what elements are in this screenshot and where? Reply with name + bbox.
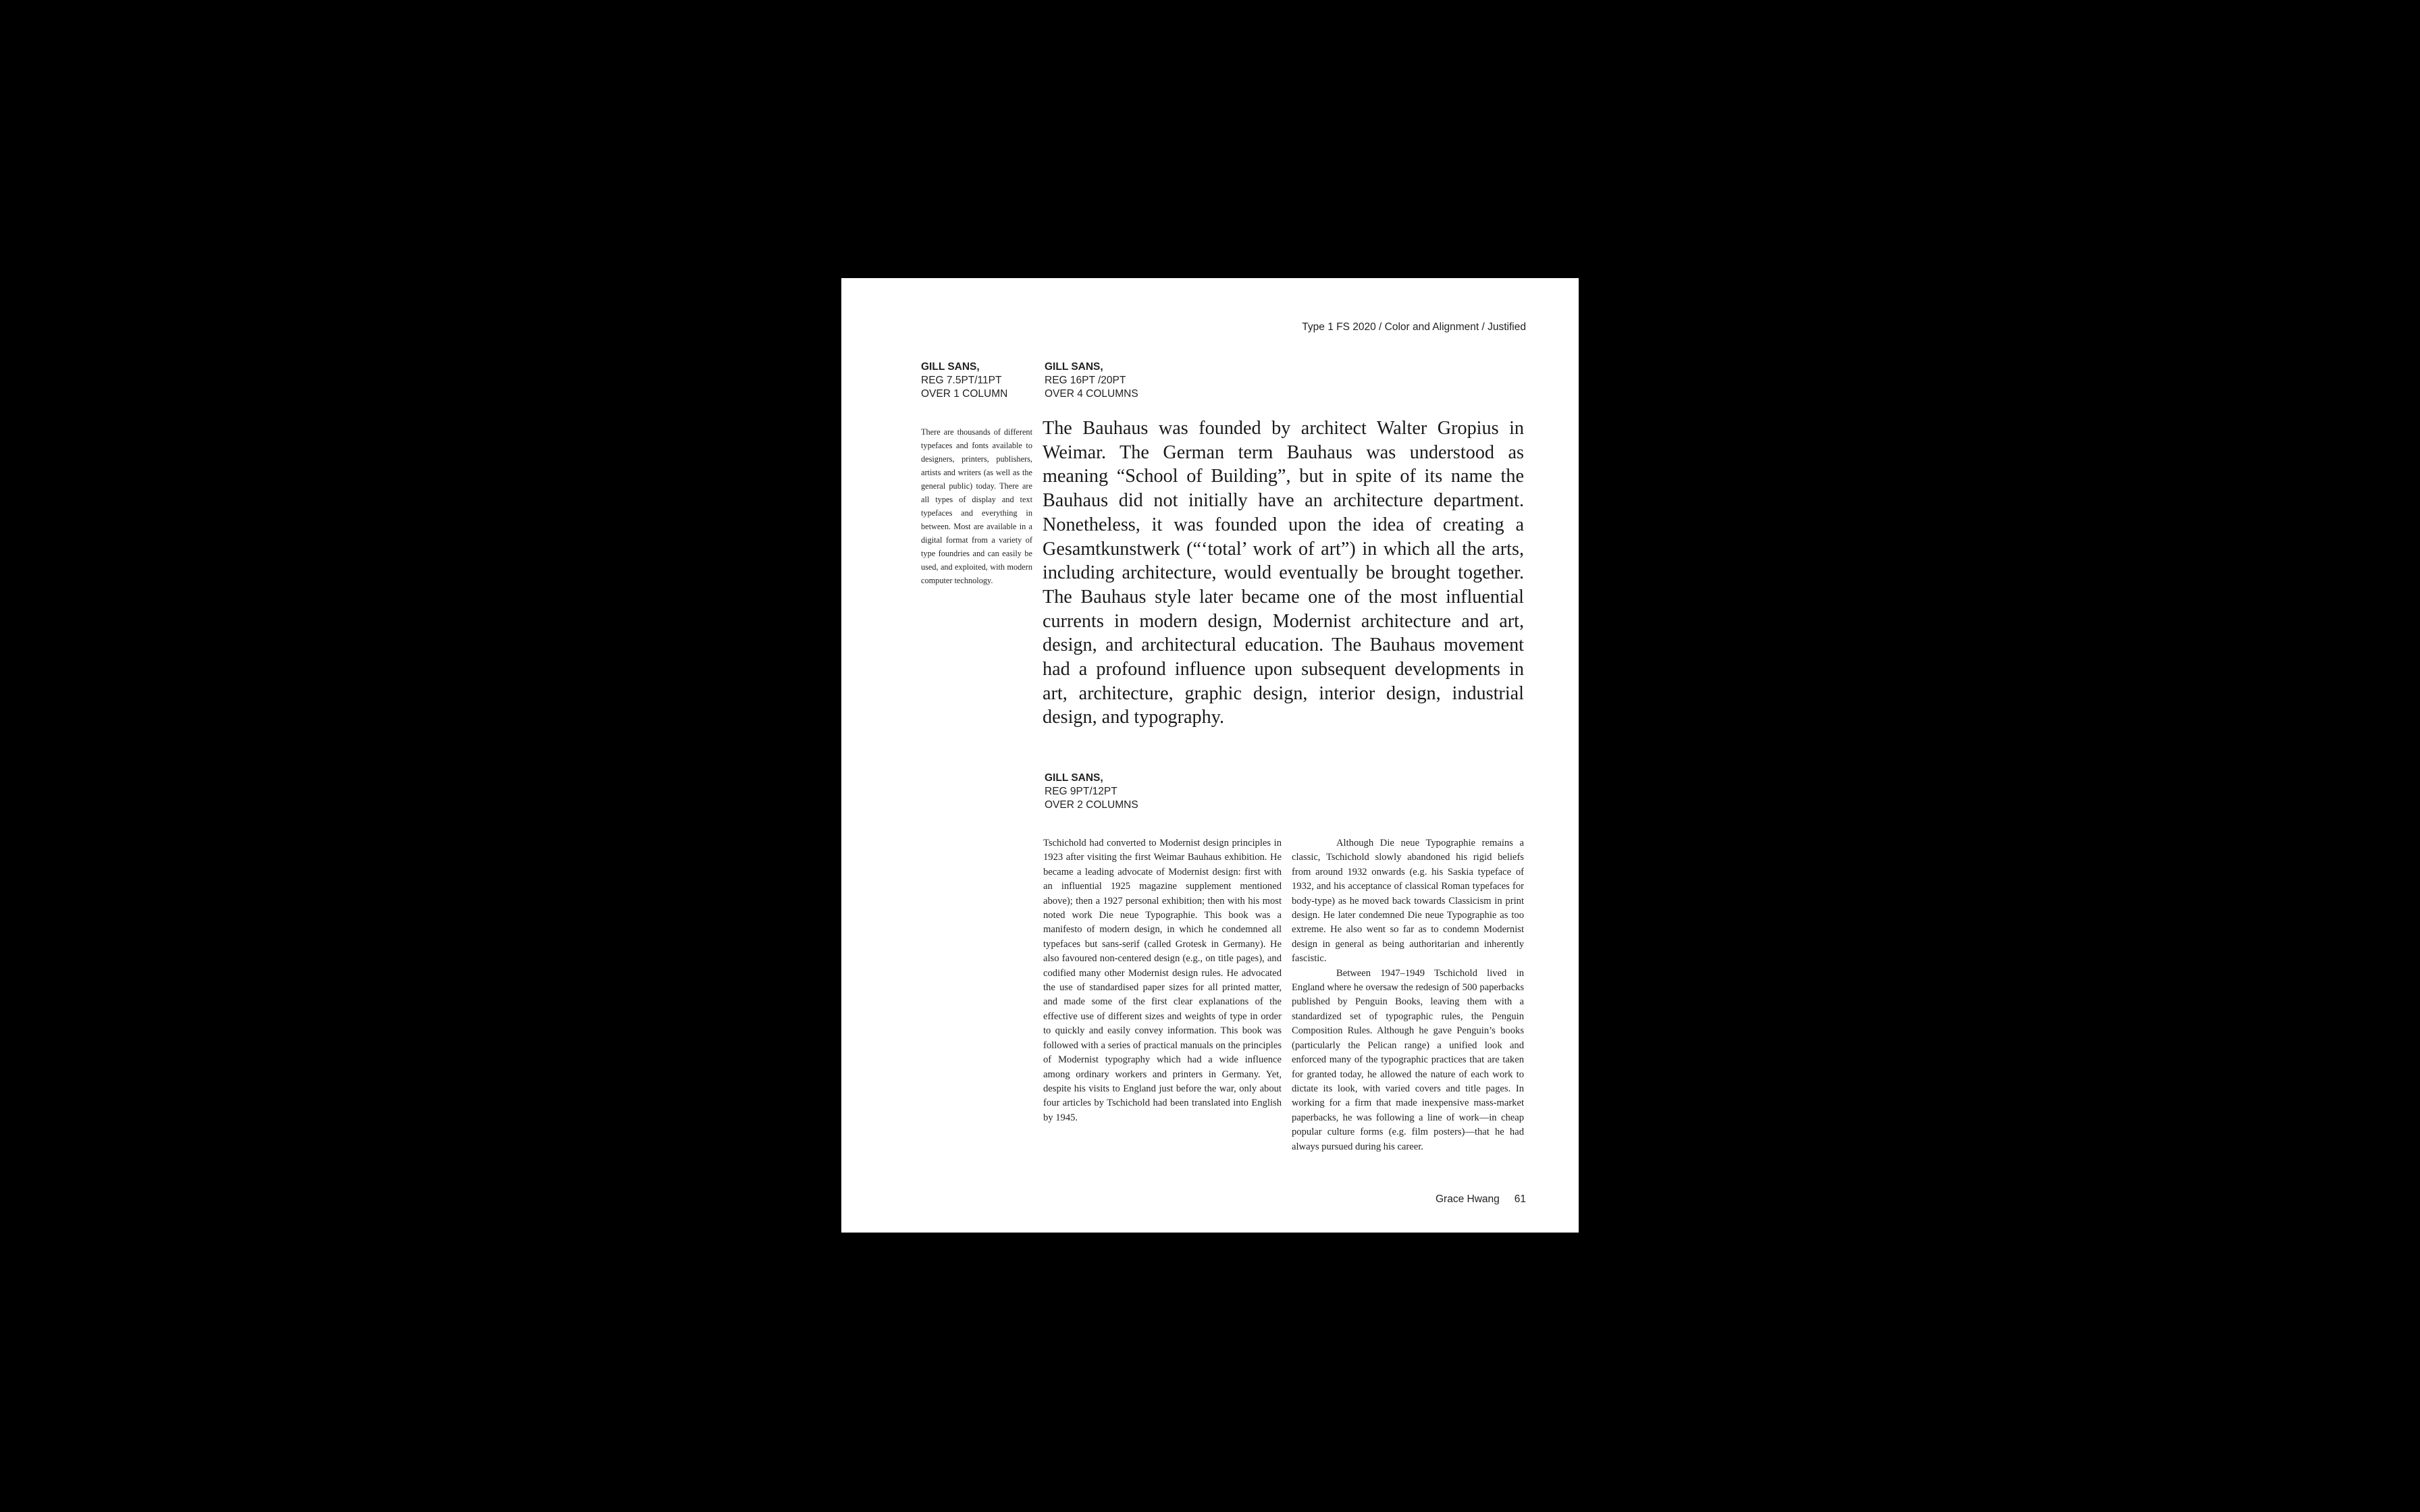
document-page bbox=[841, 278, 1579, 1233]
spec-font-size: REG 7.5PT/11PT bbox=[921, 375, 1002, 386]
spec-two-columns bbox=[1045, 772, 1138, 812]
folio bbox=[1436, 1193, 1526, 1206]
lead-text-four-columns bbox=[1043, 416, 1524, 730]
column-paragraph: Although Die neue Typographie remains a classic, Tschichold slowly abandoned his rigid beliefs from around 1932 onwards (e.g. his Saskia typeface of 1932, and his acceptance of classical Roman typefaces for body-type) as he moved back towards Classicism in print design. He later condemned Die neue Typographie as too extreme. He also went so far as to condemn Modernist design in general as being authoritarian and inherently fascistic. bbox=[1292, 838, 1524, 965]
body-column-left bbox=[1043, 836, 1282, 1125]
author-name: Grace Hwang bbox=[1435, 1193, 1500, 1205]
spec-font-name: GILL SANS, bbox=[1045, 361, 1103, 373]
spec-column-count: OVER 2 COLUMNS bbox=[1045, 799, 1138, 811]
spec-four-columns bbox=[1045, 360, 1138, 401]
column-paragraph: Between 1947–1949 Tschichold lived in England where he oversaw the redesign of 500 paperbacks published by Penguin Books, leaving them with a standardized set of typographic rules, the Penguin Composition Rules. Although he gave Penguin’s books (particularly the Pelican range) a unified look and enforced many of the typographic practices that are taken for granted today, he allowed the nature of each work to dictate its look, with varied covers and title pages. In working for a firm that made inexpensive mass-market paperbacks, he was following a line of work—in cheap popular culture forms (e.g. film posters)—that he had always pursued during his career. bbox=[1292, 967, 1524, 1152]
running-head: Type 1 FS 2020 / Color and Alignment / Justified bbox=[1302, 321, 1526, 333]
page-number: 61 bbox=[1514, 1193, 1526, 1205]
spec-font-name: GILL SANS, bbox=[921, 361, 980, 373]
column-paragraph: Tschichold had converted to Modernist design principles in 1923 after visiting the first Weimar Bauhaus exhibition. He became a leading advocate of Modernist design: first with an influential 1925 magazine supplement mentioned above); then a 1927 personal exhibition; then with his most noted work Die neue Typographie. This book was a manifesto of modern design, in which he condemned all typefaces but sans-serif (called Grotesk in Germany). He also favoured non-centered design (e.g., on title pages), and codified many other Modernist design rules. He advocated the use of standardised paper sizes for all printed matter, and made some of the first clear explanations of the effective use of different sizes and weights of type in order to quickly and easily convey information. This book was followed with a series of practical manuals on the principles of Modernist typography which had a wide influence among ordinary workers and printers in Germany. Yet, despite his visits to England just before the war, only about four articles by Tschichold had been translated into English by 1945. bbox=[1043, 838, 1282, 1123]
spec-column-count: OVER 4 COLUMNS bbox=[1045, 388, 1138, 400]
spec-font-size: REG 16PT /20PT bbox=[1045, 375, 1126, 386]
body-column-right bbox=[1292, 836, 1524, 1154]
spec-one-column bbox=[921, 360, 1007, 401]
lead-paragraph: The Bauhaus was founded by architect Walter Gropius in Weimar. The German term Bauhaus was understood as meaning “School of Building”, but in spite of its name the Bauhaus did not initially have an architecture department. Nonetheless, it was founded upon the idea of creating a Gesamtkunstwerk (“‘total’ work of art”) in which all the arts, including architecture, would eventually be brought together. The Bauhaus style later became one of the most influential currents in modern design, Modernist architecture and art, design, and architectural education. The Bauhaus movement had a profound influence upon subsequent developments in art, architecture, graphic design, interior design, industrial design, and typography. bbox=[1043, 418, 1524, 728]
spec-font-name: GILL SANS, bbox=[1045, 772, 1103, 784]
spec-column-count: OVER 1 COLUMN bbox=[921, 388, 1008, 400]
spec-font-size: REG 9PT/12PT bbox=[1045, 786, 1117, 797]
sidebar-text-one-column bbox=[921, 425, 1032, 587]
sidebar-paragraph: There are thousands of different typefaces and fonts available to designers, printers, publishers, artists and writers (as well as the general public) today. There are all types of display and text typefaces and everything in between. Most are available in a digital format from a variety of type foundries and can easily be used, and exploited, with modern computer technology. bbox=[921, 427, 1032, 585]
